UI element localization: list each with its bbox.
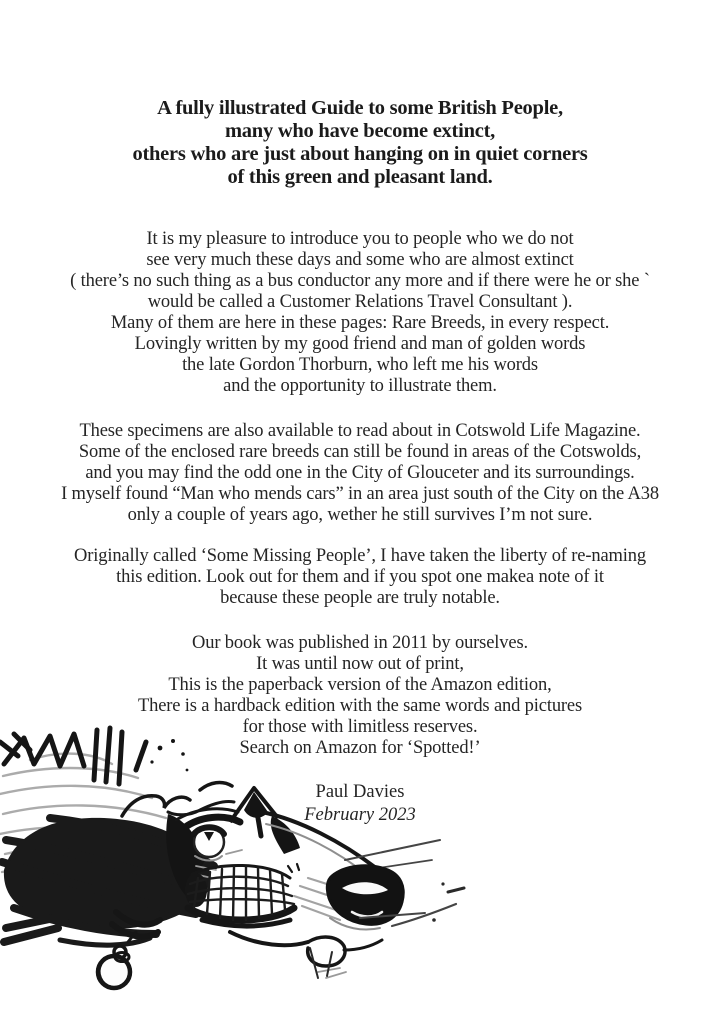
text-line: for those with limitless reserves. <box>242 717 478 737</box>
renaming-paragraph <box>0 546 720 609</box>
ink-flecks <box>150 739 188 771</box>
jaw-chin <box>230 932 382 978</box>
text-line: These specimens are also available to read about in Cotswold Life Magazine. <box>79 421 641 441</box>
title-line: A fully illustrated Guide to some British People, <box>157 97 563 119</box>
title-line: of this green and pleasant land. <box>227 166 493 188</box>
text-line: There is a hardback edition with the same words and pictures <box>137 696 583 716</box>
text-line: This is the paperback version of the Amazon edition, <box>168 675 552 695</box>
title-line: many who have become extinct, <box>224 120 496 142</box>
dog-sketch-illustration <box>0 720 470 1025</box>
text-line: Originally called ‘Some Missing People’, I have taken the liberty of re-naming <box>74 546 646 566</box>
title-line: others who are just about hanging on in quiet corners <box>132 143 588 165</box>
text-line: and you may find the odd one in the City of Glouceter and its surroundings. <box>85 463 635 483</box>
author-name: Paul Davies <box>315 782 405 802</box>
text-line: this edition. Look out for them and if you spot one makea note of it <box>116 567 604 587</box>
title-block <box>0 97 720 189</box>
text-line: It is my pleasure to introduce you to people who we do not <box>146 229 574 249</box>
signature-date: February 2023 <box>304 805 416 825</box>
text-line: would be called a Customer Relations Travel Consultant ). <box>147 292 573 312</box>
text-line: Some of the enclosed rare breeds can still be found in areas of the Cotswolds, <box>78 442 642 462</box>
fur-tufts <box>0 728 232 790</box>
text-line: ( there’s no such thing as a bus conductor any more and if there were he or she ` <box>70 271 650 291</box>
text-line: I myself found “Man who mends cars” in an area just south of the City on the A38 <box>61 484 659 504</box>
intro-paragraph <box>0 229 720 397</box>
text-line: the late Gordon Thorburn, who left me his words <box>182 355 538 375</box>
availability-paragraph <box>0 421 720 526</box>
text-line: only a couple of years ago, wether he still survives I’m not sure. <box>127 505 593 525</box>
text-line: see very much these days and some who are almost extinct <box>146 250 574 270</box>
text-line: because these people are truly notable. <box>220 588 500 608</box>
text-line: Many of them are here in these pages: Rare Breeds, in every respect. <box>110 313 610 333</box>
text-line: Lovingly written by my good friend and man of golden words <box>134 334 586 354</box>
text-line: and the opportunity to illustrate them. <box>223 376 497 396</box>
text-line: Search on Amazon for ‘Spotted!’ <box>239 738 481 758</box>
text-line: It was until now out of print, <box>256 654 464 674</box>
text-line: Our book was published in 2011 by ourselves. <box>192 633 528 653</box>
